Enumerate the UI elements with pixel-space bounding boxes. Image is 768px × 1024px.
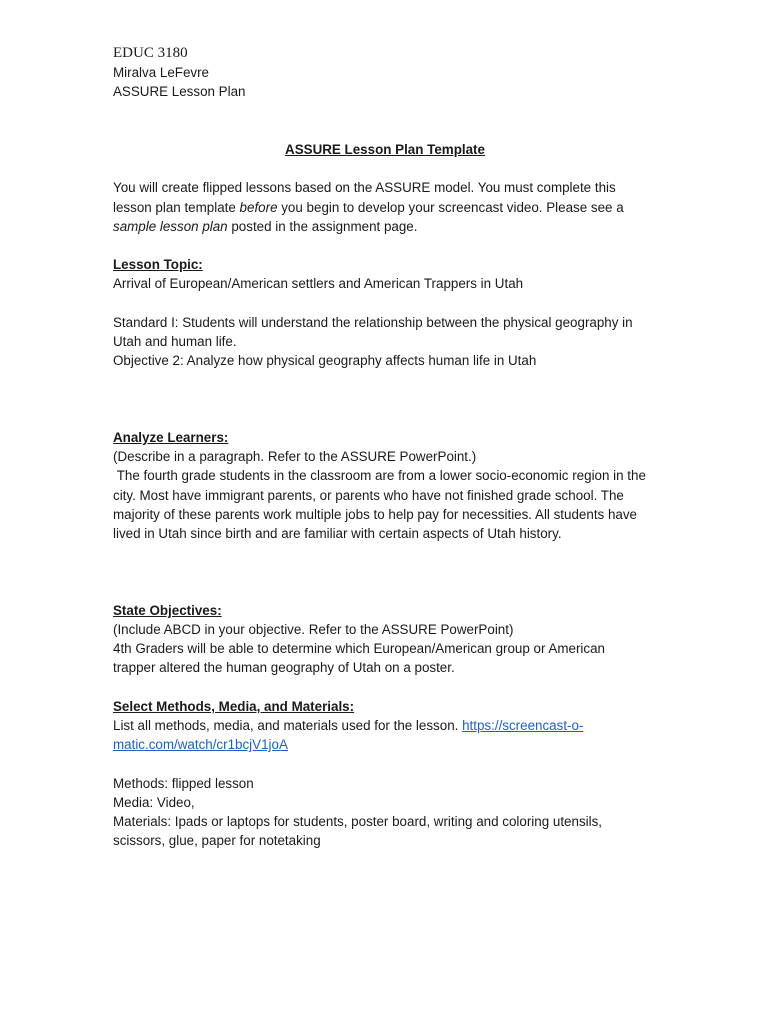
document-type: ASSURE Lesson Plan xyxy=(113,84,246,100)
lesson-topic-heading: Lesson Topic: xyxy=(113,257,203,273)
analyze-learners-body: The fourth grade students in the classroom are from a lower socio-economic region in the city. Most have immigrant parents, or parents who have not finished grade school. The majority of these parents work multiple jobs to help pay for necessities. All students have lived in Utah since birth and are familiar with certain aspects of Utah history. xyxy=(113,468,650,541)
methods-text: Methods: flipped lesson xyxy=(113,775,254,791)
course-code: EDUC 3180 xyxy=(113,45,188,61)
document-page xyxy=(113,44,673,850)
select-methods-instruction: List all methods, media, and materials used for the lesson. xyxy=(113,718,463,733)
state-objectives-heading: State Objectives: xyxy=(113,602,222,618)
objective-text: Objective 2: Analyze how physical geography affects human life in Utah xyxy=(113,353,537,369)
analyze-learners-heading: Analyze Learners: xyxy=(113,429,229,445)
intro-emphasis-before: before xyxy=(239,199,278,215)
lesson-topic-text: Arrival of European/American settlers and American Trappers in Utah xyxy=(113,276,524,292)
analyze-learners-instruction: (Describe in a paragraph. Refer to the ASSURE PowerPoint.) xyxy=(113,449,477,465)
page-title: ASSURE Lesson Plan Template xyxy=(285,142,485,157)
state-objectives-body: 4th Graders will be able to determine which European/American group or American trapper altered the human geography of Utah on a poster. xyxy=(113,641,605,676)
select-methods-heading: Select Methods, Media, and Materials: xyxy=(113,698,355,714)
screencast-link[interactable]: https://screencast-o-matic.com/watch/cr1bcjV1joA xyxy=(113,718,584,753)
intro-paragraph: You will create flipped lessons based on the ASSURE model. You must complete this lesson plan template before you begin to develop your screencast video. Please see a sample lesson plan posted in the assignment page. xyxy=(113,180,624,234)
state-objectives-instruction: (Include ABCD in your objective. Refer to the ASSURE PowerPoint) xyxy=(113,622,514,637)
select-methods-instruction-row xyxy=(113,716,623,754)
media-text: Media: Video, xyxy=(113,794,195,810)
materials-text: Materials: Ipads or laptops for students, poster board, writing and coloring utensils, scissors, glue, paper for notetaking xyxy=(113,814,603,849)
standard-text: Standard I: Students will understand the relationship between the physical geography in Utah and human life. xyxy=(113,314,633,349)
author-name: Miralva LeFevre xyxy=(113,65,209,81)
intro-emphasis-sample: sample lesson plan xyxy=(113,218,228,234)
